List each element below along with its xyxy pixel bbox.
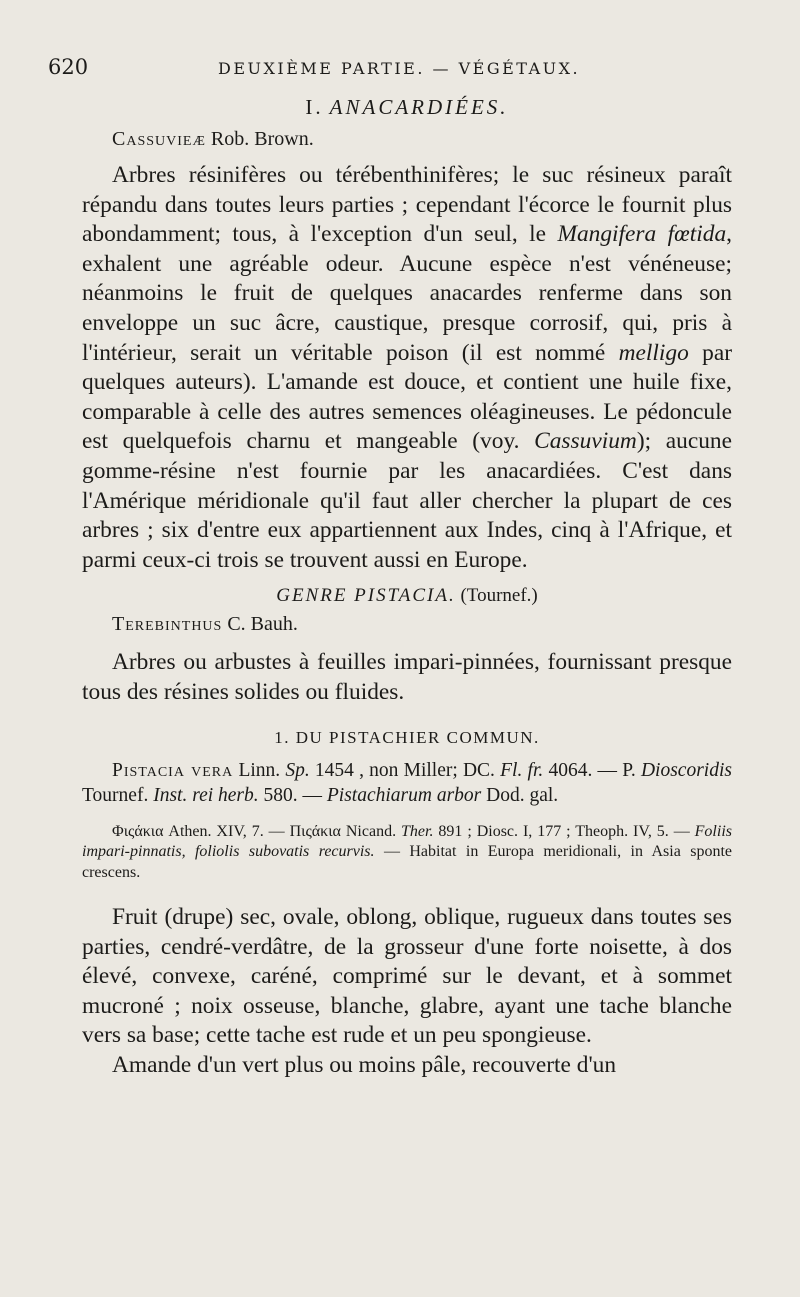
- synonym-author: C. Bauh.: [227, 613, 298, 636]
- synonymy-italic: Sp.: [285, 759, 310, 781]
- synonymy-italic: Pistachiarum arbor: [326, 784, 482, 806]
- paragraph-text: , exhalent une agréable odeur. Aucune espèce n'est vénéneuse; néanmoins le fruit de quelques anacardes renferme dans son enveloppe un suc âcre, caustique, presque corrosif, qui, pris à l'intérieur, serait un véritable poison (il est nommé: [82, 221, 732, 366]
- synonymy-text: 580. —: [258, 784, 327, 806]
- tribe-author: Rob. Brown.: [210, 128, 314, 150]
- latin-diagnosis: Foliis impari-pinnatis, foliolis subovatis recurvis.: [82, 822, 732, 860]
- synonymy-text: Linn.: [233, 759, 286, 781]
- term-italic: melligo: [618, 339, 689, 366]
- page-content: [82, 95, 732, 1081]
- family-description-paragraph: [82, 161, 732, 575]
- genus-author: (Tournef.): [460, 585, 538, 607]
- genus-heading: [82, 585, 732, 607]
- tribe-heading: [112, 128, 732, 151]
- page-number: 620: [48, 55, 89, 79]
- running-title: DEUXIÈME PARTIE. — VÉGÉTAUX.: [218, 59, 581, 78]
- species-name-italic: Mangifera fœtida: [557, 221, 727, 248]
- kernel-description-paragraph: Amande d'un vert plus ou moins pâle, recouverte d'un: [112, 1051, 617, 1078]
- section-name: ANACARDIÉES.: [329, 95, 509, 119]
- species-synonymy: [82, 758, 732, 808]
- reference-text: Φιςάκια Athen. XIV, 7. — Πιςάκια Nicand.: [112, 822, 401, 840]
- synonym-name: Terebinthus: [112, 613, 223, 636]
- running-head: [48, 55, 730, 79]
- paragraph-text: par quelques auteurs). L'amande est douce, et contient une huile fixe, comparable à celle des autres semences oléagineuses. Le pédoncule est quelquefois charnu et mangeable (voy.: [82, 339, 733, 455]
- tribe-name: Cassuvieæ: [112, 128, 206, 150]
- genus-name-italic: Cassuvium: [534, 428, 637, 455]
- species-binomial: Pistacia vera: [112, 759, 234, 781]
- paragraph-text: ); aucune gomme-résine n'est fournie par les anacardiées. C'est dans l'Amérique méridionale qu'il faut aller chercher la plupart de ces arbres ; six d'entre eux appartiennent aux Indes, cinq à l'Afrique, et parmi ceux-ci trois se trouvent aussi en Europe.: [82, 428, 732, 573]
- reference-italic: Ther.: [401, 822, 434, 840]
- species-heading: 1. DU PISTACHIER COMMUN.: [274, 727, 540, 747]
- synonymy-italic: Fl. fr.: [500, 759, 544, 781]
- paragraph-text: Arbres résinifères ou térébenthinifères; le suc résineux paraît répandu dans toutes leurs parties ; cependant l'écorce le fournit plus abondamment; tous, à l'exception d'un seul, le: [82, 162, 732, 248]
- synonymy-text: Tournef.: [82, 784, 154, 806]
- genus-label: GENRE PISTACIA.: [276, 585, 456, 607]
- reference-text: — Habitat in Europa meridionali, in Asia sponte crescens.: [82, 843, 733, 881]
- section-title: [82, 95, 732, 120]
- reference-text: 891 ; Diosc. I, 177 ; Theoph. IV, 5. —: [433, 822, 695, 840]
- classical-references: [82, 822, 732, 884]
- fruit-description-paragraph: Fruit (drupe) sec, ovale, oblong, oblique, rugueux dans toutes ses parties, cendré-verdâtre, de la grosseur d'une forte noisette, à dos élevé, convexe, caréné, comprimé sur le devant, et à sommet mucroné ; noix osseuse, blanche, glabre, ayant une tache blanche vers sa base; cette tache est rude et un peu spongieuse.: [82, 904, 732, 1049]
- synonymy-italic: Dioscoridis: [640, 759, 732, 781]
- synonymy-text: Dod. gal.: [481, 784, 559, 806]
- genus-description-paragraph: Arbres ou arbustes à feuilles impari-pinnées, fournissant presque tous des résines solides ou fluides.: [82, 649, 732, 705]
- section-number: I.: [305, 95, 324, 119]
- synonymy-text: 4064. — P.: [543, 759, 641, 781]
- synonymy-text: 1454 , non Miller; DC.: [309, 759, 501, 781]
- synonymy-italic: Inst. rei herb.: [153, 784, 259, 806]
- genus-synonym: [112, 613, 732, 636]
